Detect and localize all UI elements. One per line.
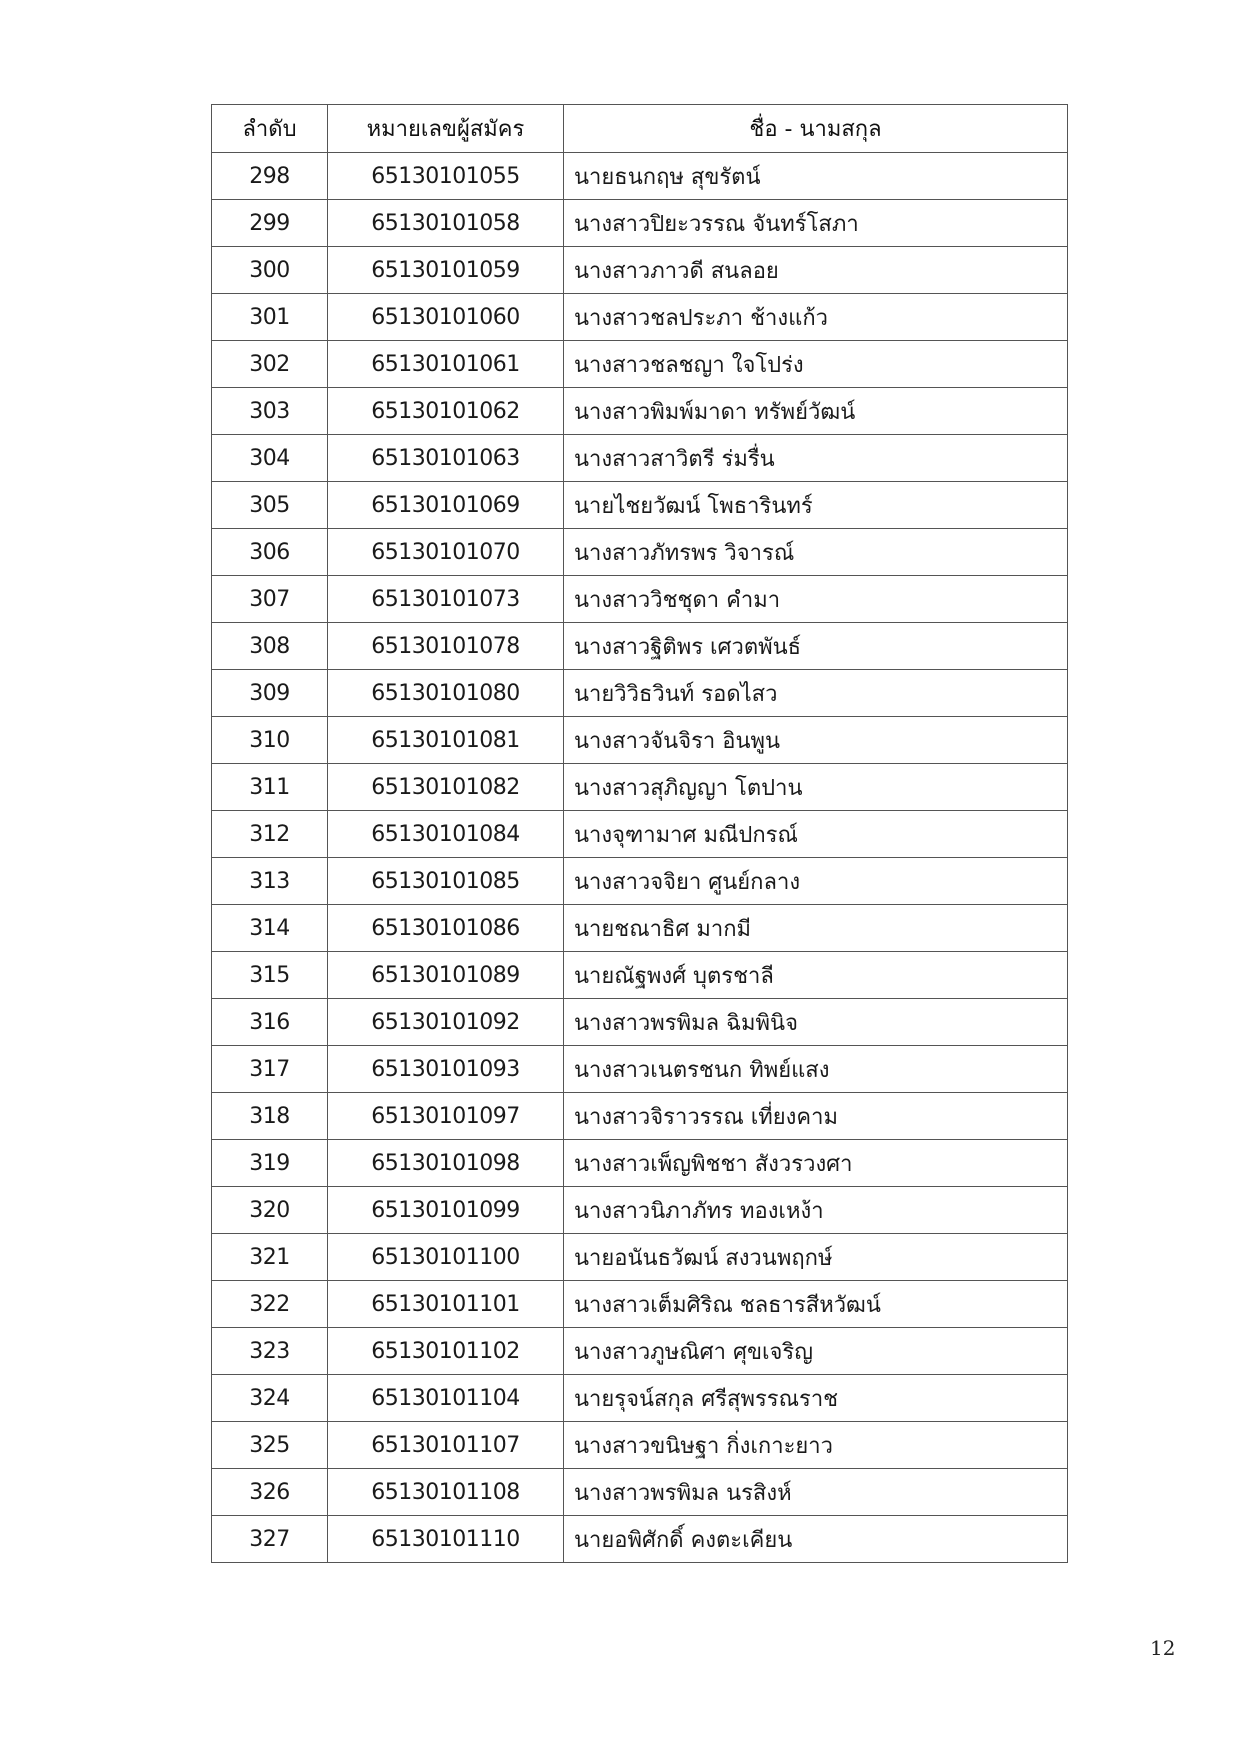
cell-name: นางสาวขนิษฐา กิ่งเกาะยาว <box>564 1422 1068 1469</box>
cell-name: นายณัฐพงศ์ บุตรชาลี <box>564 952 1068 999</box>
table-row <box>212 858 1068 905</box>
cell-applicant-id: 65130101092 <box>328 999 564 1046</box>
table-row <box>212 388 1068 435</box>
cell-applicant-id: 65130101073 <box>328 576 564 623</box>
cell-name: นางสาวชลชญา ใจโปร่ง <box>564 341 1068 388</box>
cell-seq: 314 <box>212 905 328 952</box>
cell-name: นางสาวชลประภา ช้างแก้ว <box>564 294 1068 341</box>
cell-seq: 307 <box>212 576 328 623</box>
cell-applicant-id: 65130101097 <box>328 1093 564 1140</box>
cell-seq: 318 <box>212 1093 328 1140</box>
cell-seq: 311 <box>212 764 328 811</box>
cell-seq: 298 <box>212 153 328 200</box>
header-seq: ลำดับ <box>212 105 328 153</box>
table-row <box>212 764 1068 811</box>
cell-name: นางสาวภูษณิศา ศุขเจริญ <box>564 1328 1068 1375</box>
cell-name: นางสาวสาวิตรี ร่มรื่น <box>564 435 1068 482</box>
cell-seq: 317 <box>212 1046 328 1093</box>
cell-applicant-id: 65130101084 <box>328 811 564 858</box>
cell-seq: 300 <box>212 247 328 294</box>
cell-seq: 316 <box>212 999 328 1046</box>
table-row <box>212 435 1068 482</box>
table-row <box>212 247 1068 294</box>
cell-name: นายอพิศักดิ์ คงตะเคียน <box>564 1516 1068 1563</box>
cell-seq: 309 <box>212 670 328 717</box>
cell-applicant-id: 65130101099 <box>328 1187 564 1234</box>
cell-name: นายไชยวัฒน์ โพธารินทร์ <box>564 482 1068 529</box>
table-row <box>212 1093 1068 1140</box>
cell-name: นางสาวพรพิมล นรสิงห์ <box>564 1469 1068 1516</box>
table-row <box>212 1281 1068 1328</box>
cell-applicant-id: 65130101108 <box>328 1469 564 1516</box>
table-row <box>212 200 1068 247</box>
cell-name: นางสาวสุภิญญา โตปาน <box>564 764 1068 811</box>
cell-seq: 320 <box>212 1187 328 1234</box>
header-name: ชื่อ - นามสกุล <box>564 105 1068 153</box>
cell-applicant-id: 65130101089 <box>328 952 564 999</box>
table-row <box>212 670 1068 717</box>
cell-seq: 322 <box>212 1281 328 1328</box>
cell-name: นางสาวจันจิรา อินพูน <box>564 717 1068 764</box>
table-row <box>212 623 1068 670</box>
cell-name: นางจุฑามาศ มณีปกรณ์ <box>564 811 1068 858</box>
cell-seq: 315 <box>212 952 328 999</box>
cell-seq: 325 <box>212 1422 328 1469</box>
cell-name: นางสาวจิราวรรณ เที่ยงคาม <box>564 1093 1068 1140</box>
cell-seq: 308 <box>212 623 328 670</box>
table-row <box>212 1187 1068 1234</box>
table-row <box>212 1516 1068 1563</box>
table-row <box>212 294 1068 341</box>
cell-applicant-id: 65130101102 <box>328 1328 564 1375</box>
cell-applicant-id: 65130101082 <box>328 764 564 811</box>
table-row <box>212 952 1068 999</box>
cell-seq: 304 <box>212 435 328 482</box>
cell-name: นางสาวพรพิมล ฉิมพินิจ <box>564 999 1068 1046</box>
cell-seq: 306 <box>212 529 328 576</box>
cell-seq: 312 <box>212 811 328 858</box>
cell-name: นางสาวเนตรชนก ทิพย์แสง <box>564 1046 1068 1093</box>
table-row <box>212 811 1068 858</box>
cell-applicant-id: 65130101093 <box>328 1046 564 1093</box>
cell-name: นายชณาธิศ มากมี <box>564 905 1068 952</box>
table-row <box>212 1422 1068 1469</box>
cell-seq: 302 <box>212 341 328 388</box>
cell-applicant-id: 65130101110 <box>328 1516 564 1563</box>
cell-seq: 303 <box>212 388 328 435</box>
cell-applicant-id: 65130101058 <box>328 200 564 247</box>
table-row <box>212 1328 1068 1375</box>
cell-name: นางสาวฐิติพร เศวตพันธ์ <box>564 623 1068 670</box>
cell-applicant-id: 65130101063 <box>328 435 564 482</box>
cell-name: นายอนันธวัฒน์ สงวนพฤกษ์ <box>564 1234 1068 1281</box>
cell-applicant-id: 65130101104 <box>328 1375 564 1422</box>
cell-name: นางสาวเต็มศิริณ ชลธารสีหวัฒน์ <box>564 1281 1068 1328</box>
cell-applicant-id: 65130101078 <box>328 623 564 670</box>
cell-name: นายวิวิธวินท์ รอดไสว <box>564 670 1068 717</box>
cell-seq: 310 <box>212 717 328 764</box>
cell-applicant-id: 65130101059 <box>328 247 564 294</box>
table-row <box>212 529 1068 576</box>
table-body <box>212 153 1068 1563</box>
table-row <box>212 717 1068 764</box>
cell-applicant-id: 65130101100 <box>328 1234 564 1281</box>
cell-applicant-id: 65130101061 <box>328 341 564 388</box>
cell-name: นางสาวภาวดี สนลอย <box>564 247 1068 294</box>
page-number: 12 <box>1150 1636 1176 1660</box>
cell-applicant-id: 65130101101 <box>328 1281 564 1328</box>
cell-applicant-id: 65130101086 <box>328 905 564 952</box>
cell-name: นายรุจน์สกุล ศรีสุพรรณราช <box>564 1375 1068 1422</box>
table-row <box>212 999 1068 1046</box>
cell-seq: 326 <box>212 1469 328 1516</box>
table-row <box>212 905 1068 952</box>
cell-seq: 319 <box>212 1140 328 1187</box>
cell-seq: 299 <box>212 200 328 247</box>
cell-name: นางสาวภัทรพร วิจารณ์ <box>564 529 1068 576</box>
cell-seq: 305 <box>212 482 328 529</box>
cell-applicant-id: 65130101085 <box>328 858 564 905</box>
cell-name: นางสาวจจิยา ศูนย์กลาง <box>564 858 1068 905</box>
cell-applicant-id: 65130101055 <box>328 153 564 200</box>
cell-applicant-id: 65130101080 <box>328 670 564 717</box>
table-row <box>212 1234 1068 1281</box>
cell-seq: 327 <box>212 1516 328 1563</box>
cell-seq: 323 <box>212 1328 328 1375</box>
cell-name: นางสาววิชชุดา คำมา <box>564 576 1068 623</box>
cell-applicant-id: 65130101107 <box>328 1422 564 1469</box>
table-row <box>212 341 1068 388</box>
table-header-row <box>212 105 1068 153</box>
cell-applicant-id: 65130101070 <box>328 529 564 576</box>
cell-seq: 301 <box>212 294 328 341</box>
cell-name: นางสาวปิยะวรรณ จันทร์โสภา <box>564 200 1068 247</box>
cell-seq: 321 <box>212 1234 328 1281</box>
header-applicant-id: หมายเลขผู้สมัคร <box>328 105 564 153</box>
cell-seq: 313 <box>212 858 328 905</box>
cell-applicant-id: 65130101098 <box>328 1140 564 1187</box>
cell-name: นางสาวพิมพ์มาดา ทรัพย์วัฒน์ <box>564 388 1068 435</box>
table-row <box>212 482 1068 529</box>
table-row <box>212 153 1068 200</box>
applicant-table <box>211 104 1068 1563</box>
table-row <box>212 1469 1068 1516</box>
table-row <box>212 1046 1068 1093</box>
cell-applicant-id: 65130101069 <box>328 482 564 529</box>
table-row <box>212 1140 1068 1187</box>
cell-name: นางสาวเพ็ญพิชชา สังวรวงศา <box>564 1140 1068 1187</box>
table-row <box>212 1375 1068 1422</box>
cell-applicant-id: 65130101060 <box>328 294 564 341</box>
cell-seq: 324 <box>212 1375 328 1422</box>
cell-name: นางสาวนิภาภัทร ทองเหง้า <box>564 1187 1068 1234</box>
table-row <box>212 576 1068 623</box>
cell-applicant-id: 65130101081 <box>328 717 564 764</box>
cell-name: นายธนกฤษ สุขรัตน์ <box>564 153 1068 200</box>
cell-applicant-id: 65130101062 <box>328 388 564 435</box>
